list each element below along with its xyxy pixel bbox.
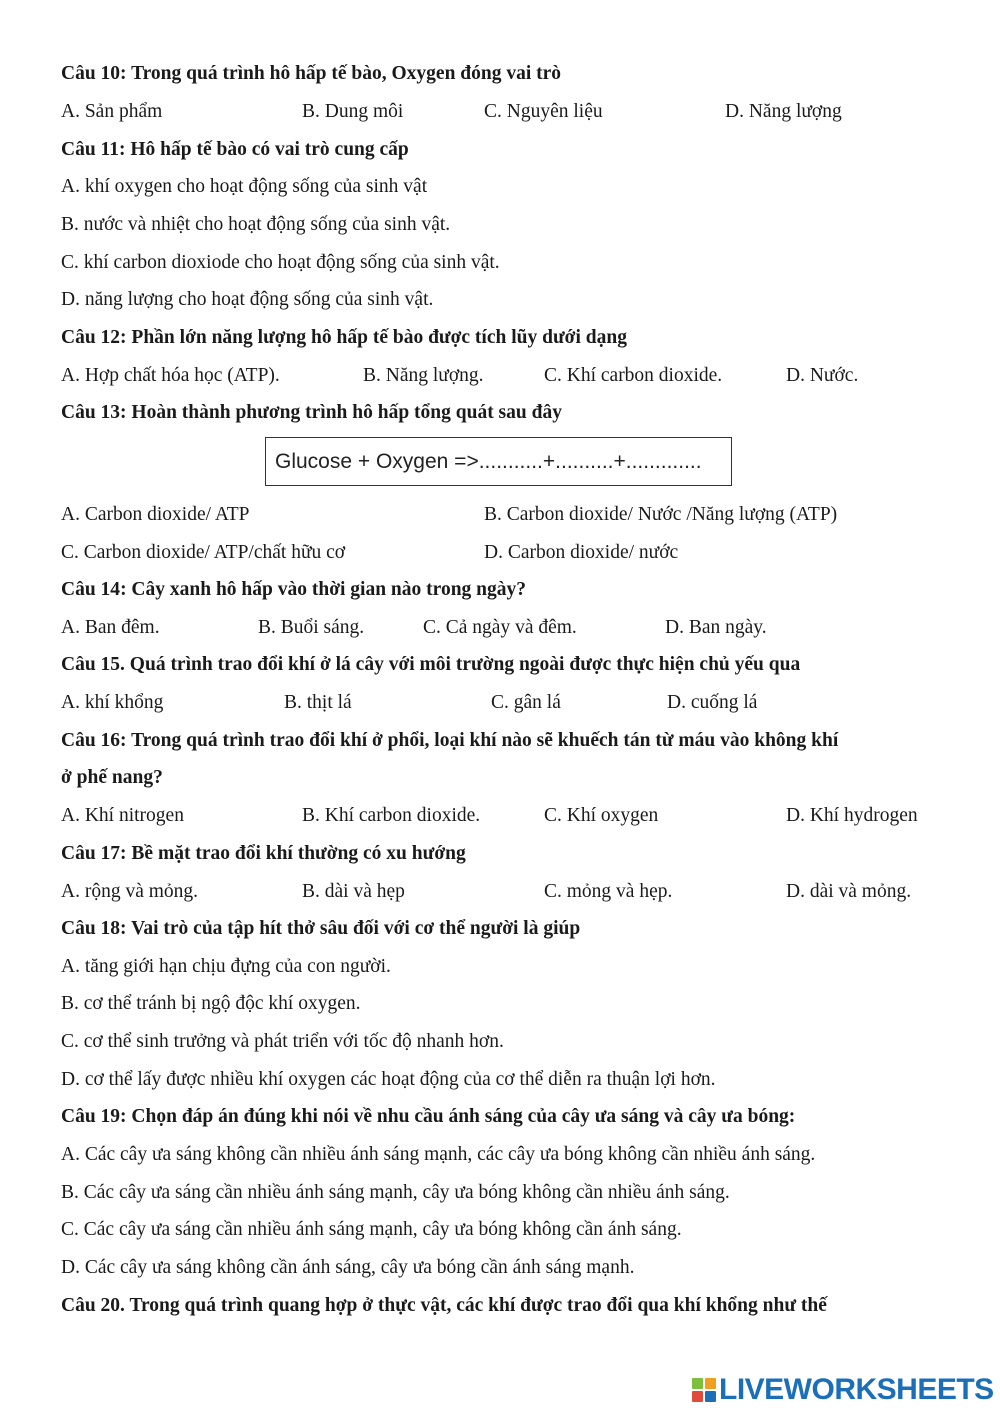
- q12-option-b[interactable]: B. Năng lượng.: [363, 365, 484, 386]
- question-13-options-row2: [61, 538, 960, 568]
- q17-option-c[interactable]: C. mỏng và hẹp.: [544, 881, 673, 902]
- q16-option-d[interactable]: D. Khí hydrogen: [786, 805, 918, 826]
- question-20-stem: Câu 20. Trong quá trình quang hợp ở thực vật, các khí được trao đổi qua khí khổng như thế: [61, 1295, 827, 1316]
- q14-option-b[interactable]: B. Buổi sáng.: [258, 617, 365, 638]
- q17-option-b[interactable]: B. dài và hẹp: [302, 881, 405, 902]
- question-10-stem: Câu 10: Trong quá trình hô hấp tế bào, Oxygen đóng vai trò: [61, 63, 562, 84]
- question-14-stem: [61, 575, 960, 605]
- q11-option-a[interactable]: A. khí oxygen cho hoạt động sống của sinh vật: [61, 176, 428, 197]
- q18-option-a[interactable]: A. tăng giới hạn chịu đựng của con người.: [61, 956, 391, 977]
- q12-option-c[interactable]: C. Khí carbon dioxide.: [544, 365, 723, 386]
- q19-option-c[interactable]: C. Các cây ưa sáng cần nhiều ánh sáng mạnh, cây ưa bóng không cần ánh sáng.: [61, 1219, 682, 1240]
- question-17-options: [61, 877, 960, 907]
- question-15-options: [61, 688, 960, 718]
- q13-option-c[interactable]: C. Carbon dioxide/ ATP/chất hữu cơ: [61, 542, 346, 563]
- q19-option-a[interactable]: A. Các cây ưa sáng không cần nhiều ánh sáng mạnh, các cây ưa bóng không cần nhiều ánh sáng.: [61, 1144, 816, 1165]
- q16-option-b[interactable]: B. Khí carbon dioxide.: [302, 805, 481, 826]
- question-14-number: Câu 14: [61, 579, 121, 600]
- q18-option-b[interactable]: B. cơ thể tránh bị ngộ độc khí oxygen.: [61, 993, 361, 1014]
- q10-option-d[interactable]: D. Năng lượng: [725, 101, 842, 122]
- question-16-stem-line1: Câu 16: Trong quá trình trao đổi khí ở phổi, loại khí nào sẽ khuếch tán từ máu vào không khí: [61, 730, 839, 751]
- q19-option-b[interactable]: B. Các cây ưa sáng cần nhiều ánh sáng mạnh, cây ưa bóng không cần nhiều ánh sáng.: [61, 1182, 730, 1203]
- q14-option-d[interactable]: D. Ban ngày.: [665, 617, 767, 638]
- question-19-stem: Câu 19: Chọn đáp án đúng khi nói về nhu cầu ánh sáng của cây ưa sáng và cây ưa bóng:: [61, 1106, 796, 1127]
- logo-text: LIVEWORKSHEETS: [719, 1373, 994, 1406]
- question-14-options: [61, 613, 960, 643]
- q15-option-c[interactable]: C. gân lá: [491, 692, 561, 713]
- question-16-stem-line2: ở phế nang?: [61, 767, 163, 788]
- q13-option-a[interactable]: A. Carbon dioxide/ ATP: [61, 504, 250, 525]
- question-13-stem: Câu 13: Hoàn thành phương trình hô hấp tổng quát sau đây: [61, 402, 562, 423]
- logo-grid-icon: [692, 1378, 716, 1402]
- question-16-options: [61, 801, 960, 831]
- q16-option-c[interactable]: C. Khí oxygen: [544, 805, 659, 826]
- q15-option-a[interactable]: A. khí khổng: [61, 692, 164, 713]
- question-12-stem: Câu 12: Phần lớn năng lượng hô hấp tế bào được tích lũy dưới dạng: [61, 327, 627, 348]
- q10-option-a[interactable]: A. Sản phẩm: [61, 101, 163, 122]
- equation-box: Glucose + Oxygen =>...........+..........+.............: [265, 437, 732, 486]
- q19-option-d[interactable]: D. Các cây ưa sáng không cần ánh sáng, cây ưa bóng cần ánh sáng mạnh.: [61, 1257, 635, 1278]
- q18-option-d[interactable]: D. cơ thể lấy được nhiều khí oxygen các hoạt động của cơ thể diễn ra thuận lợi hơn.: [61, 1069, 716, 1090]
- question-18-stem: Câu 18: Vai trò của tập hít thở sâu đối với cơ thể người là giúp: [61, 918, 581, 939]
- q12-option-d[interactable]: D. Nước.: [786, 365, 859, 386]
- q13-option-b[interactable]: B. Carbon dioxide/ Nước /Năng lượng (ATP): [484, 504, 838, 525]
- q15-option-d[interactable]: D. cuống lá: [667, 692, 758, 713]
- question-15-stem: Câu 15. Quá trình trao đổi khí ở lá cây với môi trường ngoài được thực hiện chủ yếu qua: [61, 654, 801, 675]
- question-14-text: : Cây xanh hô hấp vào thời gian nào trong ngày?: [120, 579, 527, 600]
- q15-option-b[interactable]: B. thịt lá: [284, 692, 352, 713]
- q11-option-c[interactable]: C. khí carbon dioxiode cho hoạt động sống của sinh vật.: [61, 252, 500, 273]
- question-11-stem: Câu 11: Hô hấp tế bào có vai trò cung cấp: [61, 139, 409, 160]
- q13-option-d[interactable]: D. Carbon dioxide/ nước: [484, 542, 679, 563]
- q16-option-a[interactable]: A. Khí nitrogen: [61, 805, 184, 826]
- q12-option-a[interactable]: A. Hợp chất hóa học (ATP).: [61, 365, 280, 386]
- q14-option-a[interactable]: A. Ban đêm.: [61, 617, 160, 638]
- q11-option-b[interactable]: B. nước và nhiệt cho hoạt động sống của sinh vật.: [61, 214, 451, 235]
- q14-option-c[interactable]: C. Cả ngày và đêm.: [423, 617, 577, 638]
- question-10-options: [61, 97, 960, 127]
- q18-option-c[interactable]: C. cơ thể sinh trưởng và phát triển với tốc độ nhanh hơn.: [61, 1031, 504, 1052]
- liveworksheets-logo[interactable]: [692, 1374, 994, 1406]
- q10-option-b[interactable]: B. Dung môi: [302, 101, 404, 122]
- q17-option-d[interactable]: D. dài và mỏng.: [786, 881, 912, 902]
- q17-option-a[interactable]: A. rộng và mỏng.: [61, 881, 199, 902]
- question-12-options: [61, 361, 960, 391]
- q10-option-c[interactable]: C. Nguyên liệu: [484, 101, 603, 122]
- question-17-stem: Câu 17: Bề mặt trao đổi khí thường có xu hướng: [61, 843, 466, 864]
- q11-option-d[interactable]: D. năng lượng cho hoạt động sống của sinh vật.: [61, 289, 434, 310]
- question-13-options-row1: [61, 500, 960, 530]
